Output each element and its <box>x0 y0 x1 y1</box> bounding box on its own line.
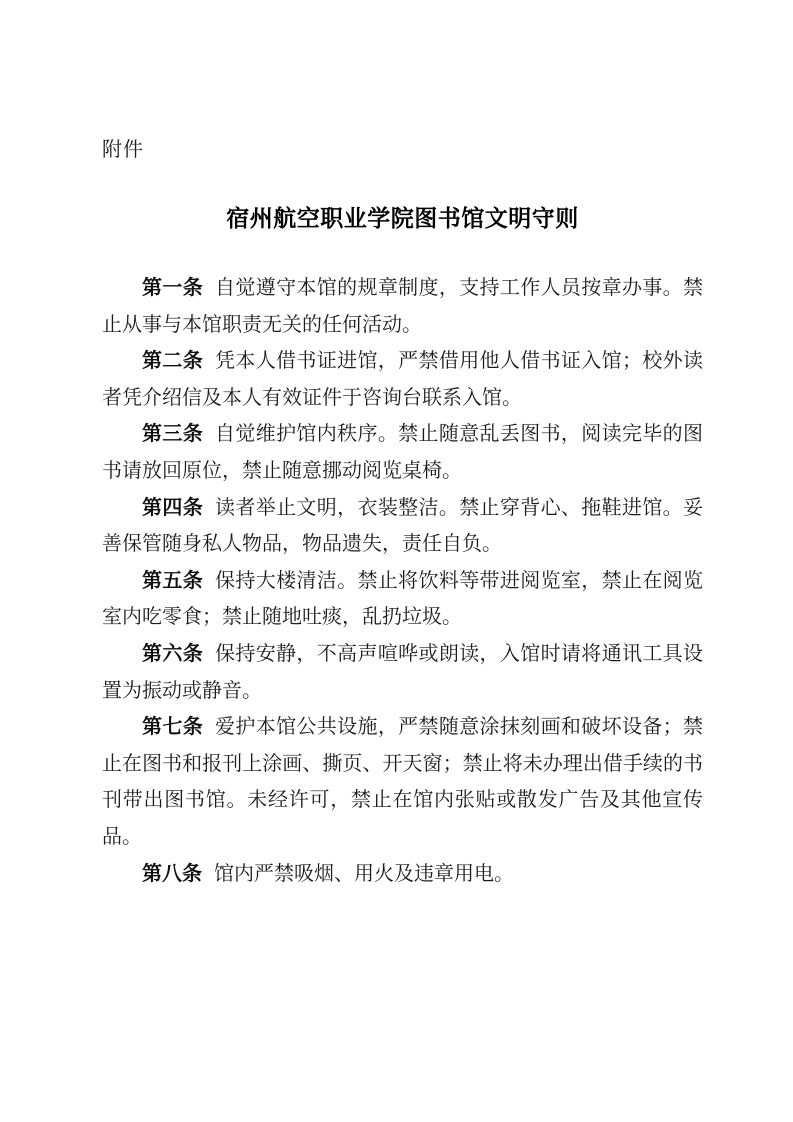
article-6 <box>102 636 703 709</box>
article-8 <box>102 856 703 893</box>
article-3 <box>102 416 703 489</box>
article-1 <box>102 270 703 343</box>
article-1-text: 自觉遵守本馆的规章制度，支持工作人员按章办事。禁止从事与本馆职责无关的任何活动。 <box>102 277 704 336</box>
article-4-number: 第四条 <box>142 496 204 519</box>
article-7-number: 第七条 <box>142 716 204 739</box>
article-1-number: 第一条 <box>142 277 204 299</box>
article-2-text: 凭本人借书证进馆，严禁借用他人借书证入馆；校外读者凭介绍信及本人有效证件于咨询台联系入馆。 <box>102 350 704 409</box>
article-4-text: 读者举止文明，衣装整洁。禁止穿背心、拖鞋进馆。妥善保管随身私人物品，物品遗失，责任自负。 <box>102 496 704 556</box>
article-5-text: 保持大楼清洁。禁止将饮料等带进阅览室，禁止在阅览室内吃零食；禁止随地吐痰，乱扔垃圾。 <box>102 569 704 629</box>
article-6-number: 第六条 <box>142 642 204 665</box>
article-2-number: 第二条 <box>142 350 204 373</box>
article-8-text: 馆内严禁吸烟、用火及违章用电。 <box>214 862 514 885</box>
attachment-label: 附件 <box>102 139 144 161</box>
article-7 <box>102 709 703 855</box>
article-3-number: 第三条 <box>142 423 204 446</box>
article-6-text: 保持安静，不高声喧哗或朗读，入馆时请将通讯工具设置为振动或静音。 <box>102 642 704 702</box>
document-body <box>102 270 703 892</box>
article-2 <box>102 343 703 416</box>
article-7-text: 爱护本馆公共设施，严禁随意涂抹刻画和破坏设备；禁止在图书和报刊上涂画、撕页、开天窗；禁止将未办理出借手续的书刊带出图书馆。未经许可，禁止在馆内张贴或散发广告及其他宣传品。 <box>102 716 704 848</box>
article-3-text: 自觉维护馆内秩序。禁止随意乱丢图书，阅读完毕的图书请放回原位，禁止随意挪动阅览桌椅。 <box>102 423 704 482</box>
article-4 <box>102 490 703 563</box>
article-8-number: 第八条 <box>142 862 202 885</box>
article-5 <box>102 563 703 636</box>
document-title: 宿州航空职业学院图书馆文明守则 <box>226 206 579 231</box>
article-5-number: 第五条 <box>142 569 204 592</box>
